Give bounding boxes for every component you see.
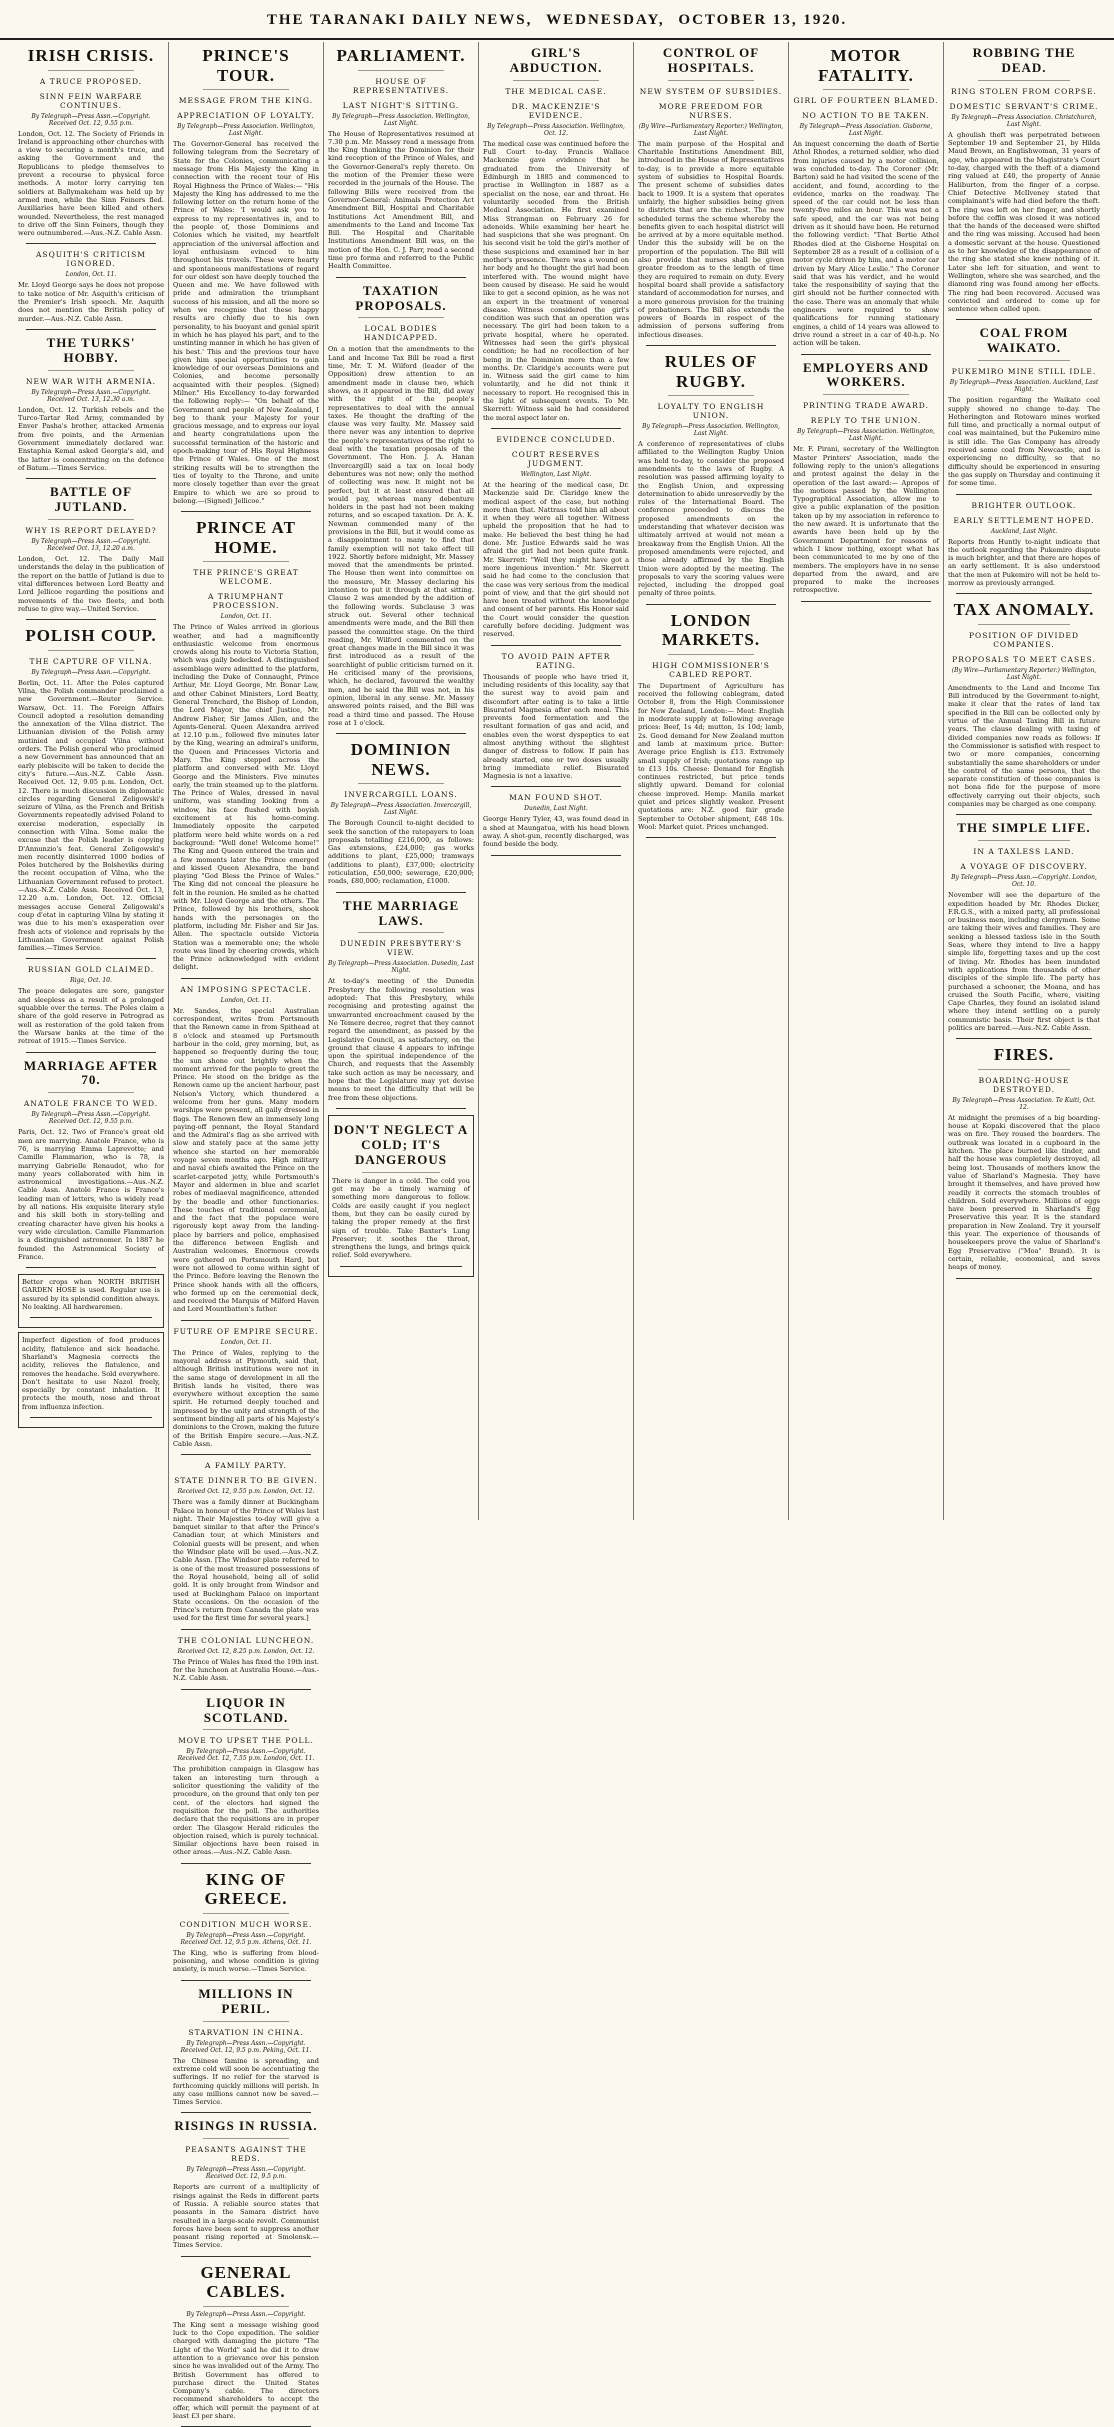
- article-dateline: By Telegraph—Press Assn.—Copyright. Received Oct. 13, 12.20 a.m.: [31, 538, 151, 553]
- divider: [203, 1913, 289, 1914]
- article: [793, 46, 939, 355]
- article-divider: [801, 354, 931, 355]
- article: [328, 46, 474, 278]
- article-deck: LAST NIGHT'S SITTING.: [342, 100, 460, 110]
- article-headline: IRISH CRISIS.: [27, 46, 155, 65]
- article-divider: [491, 428, 621, 429]
- article-headline: BATTLE OF JUTLAND.: [49, 484, 133, 515]
- article-body: There was a family dinner at Buckingham Palace in honour of the Prince of Wales last night. Their Majesties to-day will give a banquet similar to that after the Prince's Canadian tour, at which Ministers and Colonial guests will be present, and when the Windsor plate will be used.—Aus.-N.Z. Cable Assn. [The Windsor plate referred to is one of the most treasured possessions of the Royal household, being all of solid gold. It is only brought from Windsor and used at Buckingham Palace on important State occasions. On the occasion of the Prince's return from Canada the plate was used for the first time for several years.]: [173, 1498, 319, 1623]
- advertisement: [328, 1115, 474, 1277]
- article-subheading: NEW SYSTEM OF SUBSIDIES.: [639, 86, 783, 96]
- article-divider: [181, 1320, 311, 1321]
- article-subheading: HIGH COMMISSIONER'S CABLED REPORT.: [652, 660, 770, 679]
- article-headline: LIQUOR IN SCOTLAND.: [203, 1694, 289, 1725]
- article-divider: [956, 593, 1092, 594]
- article-headline: THE MARRIAGE LAWS.: [342, 897, 460, 928]
- article-headline: GENERAL CABLES.: [200, 2262, 292, 2302]
- article: [328, 740, 474, 892]
- article-dateline: Dunedin, Last Night.: [524, 805, 588, 813]
- article-divider: [26, 958, 156, 959]
- article: [328, 284, 474, 735]
- article-subheading: THE PRINCE'S GREAT WELCOME.: [193, 568, 299, 587]
- article-dateline: By Telegraph—Press Assn.—Copyright. Received Oct. 12, 9.5 p.m. Peking, Oct. 11.: [180, 2039, 312, 2054]
- divider: [978, 360, 1070, 361]
- article-dateline: (By Wire—Parliamentary Reporter.) Wellington, Last Night.: [951, 666, 1097, 681]
- article-subheading: POSITION OF DIVIDED COMPANIES.: [969, 630, 1079, 649]
- article-headline: PRINCE AT HOME.: [196, 518, 296, 557]
- article-body: Amendments to the Land and Income Tax Bill introduced by the Government to-night, make it clear that the rates of land tax specified in the Bill can be collected only by virtue of the Annual Taxing Bill in future years. The clause dealing with taxing of divided companies now reads as follows: If the Commissioner is satisfied with respect to two or more companies, concerning substantially the same shareholders or under the control of the same persons, that the separate constitution of those companies is not bona fide for the purpose of more effectively carrying out their objects, such companies may be charged as one company.: [948, 683, 1100, 809]
- article-headline: COAL FROM WAIKATO.: [979, 325, 1069, 356]
- article-subheading: WHY IS REPORT DELAYED?: [25, 526, 157, 536]
- article-subheading: MAN FOUND SHOT.: [509, 793, 603, 803]
- article: [173, 1636, 319, 1690]
- article-divider: [336, 1108, 466, 1109]
- article: [18, 1059, 164, 1269]
- article: [173, 1327, 319, 1456]
- article-subheading: PRINTING TRADE AWARD.: [803, 401, 929, 411]
- divider: [823, 89, 909, 90]
- article-deck: DOMESTIC SERVANT'S CRIME.: [949, 101, 1099, 111]
- advertisement: [18, 1274, 164, 1328]
- article-dateline: By Telegraph—Press Assn.—Copyright. Received Oct. 12, 7.55 p.m. London, Oct. 11.: [177, 1748, 315, 1763]
- article: [18, 250, 164, 329]
- article-subheading: NEW WAR WITH ARMENIA.: [25, 376, 157, 386]
- article-body: The peace delegates are sore, gangster and sleepless as a result of a prolonged squabble over the terms. The Poles claim a share of the gold reserve in Petrograd as well as restoration of the gold taken from the Warsaw banks at the time of the retreat of 1915.—Times Service.: [18, 987, 164, 1046]
- divider: [48, 370, 134, 371]
- divider: [978, 80, 1070, 81]
- article-divider: [956, 494, 1092, 495]
- article-body: An inquest concerning the death of Bertie Athol Rhodes, a returned soldier, who died from injuries caused by a motor collision, was concluded to-day. The Coroner (Mr. Barton) said he had visited the scene of the accident, and found, according to the evidence, marks on the roadway. The speed of the car could not be less than twenty-five miles an hour. This was not a safe speed, and the car was not being driven as it should have been. He returned the following verdict: "That Bertie Athol Rhodes died at the Gisborne Hospital on September 28 as a result of a collision of a motor cycle driven by him, and a motor car driven by Mary Alice Leslie." The Coroner said that was his verdict, and he would take the responsibility of saying that the girl should not be further connected with the case. There was an anomaly that while engineers were required to show qualifications for running stationary engines, a child of 14 years was allowed to drive round a street in a car of 40-h.p. No action will be taken.: [793, 140, 939, 348]
- article-headline: MOTOR FATALITY.: [818, 46, 914, 85]
- article-subheading: A FAMILY PARTY.: [205, 1461, 287, 1471]
- divider: [513, 80, 599, 81]
- column-5: [634, 42, 789, 1520]
- article-body: The medical case was continued before the Full Court to-day. Francis Wallace Mackenzie gave evidence that he graduated from the University of Edinburgh in 1885 and commenced to practise in Wellington in 1887 as a specialist on the nose, ear and throat. He voluntarily seceded from the British Medical Association. He first examined Miss Strangman on February 26 for adenoids. While examining her heart he had suspicions that she was pregnant. On his second visit he told the girl's mother of these suspicions and examined her in her mother's presence. There was a wound on her body and he thought the girl had been interfered with. The wound might have been caused by disease. He said he would like to get a second opinion, as he was not an expert in the treatment of venereal disease. Witness considered the girl's condition was such that an operation was necessary. The girl had been taken to a private hospital, where he operated. Witnesses had seen the girl's physical condition; he had no recollection of her being in the Dominion more than a few months. Dr. Claridge's accounts were put in. Witness said the girl came to him voluntarily, and he did not think it necessary to report. He recognised this in the light of subsequent events. To Mr. Skerrett: Witness said he had considered the moral aspect later on.: [483, 139, 629, 422]
- article-subheading: INVERCARGILL LOANS.: [344, 790, 458, 800]
- divider: [668, 80, 754, 81]
- article-divider: [491, 786, 621, 787]
- article-divider: [26, 243, 156, 244]
- article-subheading: BRIGHTER OUTLOOK.: [971, 500, 1077, 510]
- divider: [203, 2021, 289, 2022]
- article-headline: DON'T NEGLECT A COLD; IT'S DANGEROUS: [333, 1121, 469, 1167]
- article-dateline: London, Oct. 11.: [220, 1338, 272, 1346]
- article: [483, 46, 629, 429]
- issue-date: OCTOBER 13, 1920.: [678, 12, 848, 28]
- article-subheading: IN A TAXLESS LAND.: [973, 847, 1075, 857]
- article-deck: NO ACTION TO BE TAKEN.: [802, 111, 930, 121]
- article-deck: EARLY SETTLEMENT HOPED.: [953, 515, 1095, 525]
- article-subheading: THE MEDICAL CASE.: [505, 86, 607, 96]
- article: [18, 46, 164, 244]
- article-body: The position regarding the Waikato coal supply showed no change to-day. The Hetherington and Rotowaro mines worked full time, and practically a normal output of coal was maintained, but the Pukemiro mine is still idle. The Gas Company has already received some coal from Newcastle, and is experiencing no difficulty, so that no difficulty should be experienced in ensuring the gas supply on Thursday and continuing it for some time.: [948, 396, 1100, 488]
- divider: [978, 1069, 1070, 1070]
- article-divider: [26, 619, 156, 620]
- divider: [203, 2306, 289, 2307]
- article: [948, 501, 1100, 595]
- article-body: The Prince of Wales arrived in glorious weather, and had a magnificently enthusiastic welcome from enormous crowds along his route to Victoria Station, which was gaily bedecked. A distinguished assemblage were admitted to the platform, including the Duke of Connaught, Prince Arthur, Mr. Lloyd George, Mr. Bonar Law, and other Cabinet Ministers, Lord Beatty, General Trenchard, the Bishop of London, the Lord Mayor, the chief Justice, Mr. Andrew Fisher, Sir James Allen, and the Agents-General. Queen Alexandra arrived at 12.10 p.m., followed five minutes later by the King, wearing an admiral's uniform, the Queen and Princesses Victoria and Mary. The King stepped across the platform and conversed with Mr. Lloyd George and the Ministers. Five minutes early, the train steamed up to the platform. The Prince of Wales, dressed in naval uniform, was standing looking from a window, his face flushed with boyish excitement at his home-coming. Immediately opposite the carpeted platform were held white words on a red background: "Well done! Welcome home!" The King and Queen entered the train and a few moments later the Prince emerged and kissed Queen Alexandra, the band playing "God Bless the Prince of Wales." The King did not conceal the pleasure he felt in the reunion. He smiled as he chatted with Mr. Lloyd George and the others. The Prince, followed by his brothers, shook hands with the personages on the platform, including Mr. Fisher and Sir Jas. Allen. The spectacle outside Victoria Station was a memorable one; the whole route was lined by cheering crowds, which the Prince acknowledged with evident delight.: [173, 623, 319, 972]
- article-headline: CONTROL OF HOSPITALS.: [662, 45, 760, 75]
- article-body: Reports are current of a multiplicity of risings against the Reds in different parts of Russia. A reliable source states that peasants in the Samara district have resulted in a large-scale revolt. Communist forces have been sent to suppress another peasant rising reported at Smolensk.—Times Service.: [173, 2183, 319, 2250]
- article-deck: DR. MACKENZIE'S EVIDENCE.: [511, 101, 601, 120]
- article-dateline: By Telegraph—Press Association. Wellington, Oct. 12.: [487, 122, 625, 137]
- article-body: London, Oct. 12. Turkish rebels and the Turco-Tartar Red Army, commanded by Enver Pasha's brother, attacked Armenia from five points, and the Armenian Government immediately declared war. Enstaphia Kemal asked Georgia's aid, and the latter is concentrating on the defence of Batum.—Times Service.: [18, 405, 164, 472]
- column-2: [169, 42, 324, 2421]
- article: [173, 1870, 319, 1981]
- article-subheading: PEASANTS AGAINST THE REDS.: [185, 2145, 307, 2164]
- article-dateline: Auckland, Last Night.: [990, 527, 1058, 535]
- article: [483, 652, 629, 788]
- article-divider: [30, 1317, 152, 1318]
- article-deck: A VOYAGE OF DISCOVERY.: [960, 862, 1088, 872]
- article-deck: COURT RESERVES JUDGMENT.: [511, 449, 601, 468]
- article-body: The Prince of Wales has fixed the 19th inst. for the luncheon at Australia House.—Aus.-N.Z. Cable Assn.: [173, 1657, 319, 1683]
- article-body: The prohibition campaign in Glasgow has taken an interesting turn through a solicitor questioning the validity of the procedure, on the ground that only ten per cent. of the electors had signed the requisition for the poll. The authorities declare that the requisitions are in proper order. The Glasgow Herald ridicules the objection raised, which is purely technical. Similar objections have been raised in other areas.—Aus.-N.Z. Cable Assn.: [173, 1765, 319, 1857]
- divider: [48, 519, 134, 520]
- article-dateline: By Telegraph—Press Association. Gisborne, Last Night.: [799, 123, 933, 138]
- newspaper-columns: [14, 42, 1104, 2421]
- article-dateline: Wellington, Last Night.: [520, 470, 592, 478]
- divider: [358, 70, 444, 71]
- advertisement: [18, 1332, 164, 1428]
- article-divider: [181, 1454, 311, 1455]
- divider: [48, 650, 134, 651]
- article-dateline: London, Oct. 11.: [65, 271, 117, 279]
- article-dateline: By Telegraph—Press Association. Wellington, Last Night.: [332, 112, 470, 127]
- masthead-title: [0, 12, 1114, 29]
- article-subheading: RUSSIAN GOLD CLAIMED.: [27, 965, 155, 975]
- article: [328, 899, 474, 1109]
- article: [948, 46, 1100, 320]
- article-body: London, Oct. 12. The Society of Friends in Ireland is approaching other churches with a view to securing a month's truce, and asking the Government and the Republicans to pledge themselves to prevent a recourse to physical force methods. A motor lorry carrying ten soldiers at Ballymakeham was held up by armed men, while the Sinn Feiners fled. Auxiliaries have been killed and others wounded. Nevertheless, the rest managed to drive off the Sinn Feiners, though they were outnumbered.—Aus.-N.Z. Cable Assn.: [18, 129, 164, 238]
- article-deck: APPRECIATION OF LOYALTY.: [177, 111, 315, 121]
- article-divider: [181, 1629, 311, 1630]
- article-dateline: Received Oct. 12, 9.55 p.m. London, Oct. 12.: [177, 1488, 315, 1496]
- article-divider: [30, 1417, 152, 1418]
- article-headline: THE SIMPLE LIFE.: [957, 820, 1091, 836]
- article: [948, 1045, 1100, 1278]
- article-subheading: PUKEMIRO MINE STILL IDLE.: [951, 367, 1097, 377]
- article-headline: FIRES.: [993, 1045, 1055, 1065]
- article-subheading: TO AVOID PAIN AFTER EATING.: [501, 651, 611, 670]
- article-dateline: (By Wire—Parliamentary Reporter.) Wellington, Last Night.: [638, 122, 784, 137]
- article-headline: GIRL'S ABDUCTION.: [509, 45, 603, 75]
- column-4: [479, 42, 634, 1520]
- article-dateline: By Telegraph—Press Association. Wellington, Last Night.: [177, 123, 315, 138]
- article-divider: [336, 277, 466, 278]
- divider: [978, 624, 1070, 625]
- column-1: [14, 42, 169, 1520]
- article-headline: PARLIAMENT.: [336, 46, 466, 65]
- article-divider: [491, 855, 621, 856]
- article: [173, 1696, 319, 1864]
- article-body: The Prince of Wales, replying to the mayoral address at Plymouth, said that, although British institutions were not in the same stage of development in all the British lands he visited, there was everywhere without exception the same spirit. He returned deeply touched and impressed by the unity and strength of the sentiment binding all parts of his Majesty's dominions to the Crown, making the future of the British Empire secure.—Aus.-N.Z. Cable Assn.: [173, 1348, 319, 1448]
- article-subheading: EVIDENCE CONCLUDED.: [496, 434, 616, 444]
- article-deck: SINN FEIN WARFARE CONTINUES.: [39, 91, 143, 110]
- article-subheading: GIRL OF FOURTEEN BLAMED.: [793, 96, 939, 106]
- article-body: The King, who is suffering from blood-poisoning, and whose condition is giving anxiety, is much worse.—Times Service.: [173, 1948, 319, 1974]
- article-body: A conference of representatives of clubs affiliated to the Wellington Rugby Union was held to-day, to consider the proposed amendments to the laws of Rugby. A resolution was passed affirming loyalty to the English Union, and expressing determination to abide unreservedly by the rules of the International Board. The conference proceeded to discuss the proposed amendments on the understanding that whatever decision was ultimately arrived at would not mean a breakaway from the English Union. All the proposed amendments were rejected, and those already affirmed by the English Union were adopted by the meeting. The proposals to vary the scoring values were rejected, including the dropped goal penalty of three points.: [638, 440, 784, 598]
- article-subheading: RING STOLEN FROM CORPSE.: [951, 86, 1097, 96]
- article-divider: [181, 511, 311, 512]
- article-divider: [181, 978, 311, 979]
- article-subheading: ANATOLE FRANCE TO WED.: [23, 1099, 159, 1109]
- article-body: The Department of Agriculture has received the following cablegram, dated October 8, from the High Commissioner for New Zealand, London:— Meat: English in moderate supply at following average prices: Beef, 1s 4d; mutton, 1s 10d; lamb, 2s. Good demand for New Zealand mutton and lamb at maximum price. Butter: Average price English is £13. Extremely small supply of Irish; quotations range up to £13 10s. Cheese: Demand for English continues restricted, but price tends slightly upward. Demand for colonial cheese improved. Hemp: Manila market quiet and prices slightly weaker. Present quotations are: N.Z. good fair grade September to October shipment, £48 10s. Wool: Market quiet. Prices unchanged.: [638, 681, 784, 831]
- article: [483, 793, 629, 855]
- article-headline: EMPLOYERS AND WORKERS.: [802, 359, 930, 390]
- article: [18, 626, 164, 959]
- divider: [358, 932, 444, 933]
- article-body: Imperfect digestion of food produces acidity, flatulence and sick headache. Sharland's Magnesia corrects the acidity, relieves the flatulence, and removes the headache. Sold everywhere. Don't hesitate to use Nazol freely, especially by constant inhalation. It protects the mouth, nose and throat from influenza infection.: [22, 1336, 160, 1411]
- divider: [978, 840, 1070, 841]
- article-dateline: London, Oct. 11.: [220, 996, 272, 1004]
- article-divider: [26, 478, 156, 479]
- article-dateline: By Telegraph—Press Association. Invercargill, Last Night.: [330, 802, 472, 817]
- article-body: Berlin, Oct. 11. After the Poles captured Vilna, the Polish commander proclaimed a new Government.—Reuter Service. Warsaw, Oct. 11. The Foreign Affairs Council adopted a resolution demanding the annexation of the Vilna district. The Lithuanian division of the Polish army mutinied and occupied Vilna without orders. The Polish general who proclaimed a new Government has announced that an early plebiscite will be taken to decide the city's future.—Aus.-N.Z. Cable Assn. Received Oct. 12, 9.05 p.m. London, Oct. 12. There is much discussion in diplomatic circles regarding General Zeligowski's seizure of Vilna, as the French and British Governments repeatedly advised Poland to exercise moderation, especially in connection with Vilna. Some make the excuse that the Polish leader is copying D'Annunzio's feat. General Zeligowski's men recently disinterred 1000 bodies of Poles butchered by the Bolsheviks during the recent occupation of Vilna, who the Lithuanian Government refused to protect.—Aus.-N.Z. Cable Assn. Received Oct. 13, 12.20 a.m. London, Oct. 12. Official messages accuse General Zeligowski's coup d'etat in capturing Vilna by stating it was due to his men's exasperation over fresh acts of violence and reprisals by the Lithuanian Government against Polish families.—Times Service.: [18, 678, 164, 953]
- article-divider: [26, 1267, 156, 1268]
- article-divider: [956, 319, 1092, 320]
- article-headline: RISINGS IN RUSSIA.: [174, 2118, 318, 2134]
- article-divider: [646, 345, 776, 346]
- article-divider: [336, 892, 466, 893]
- article-subheading: FUTURE OF EMPIRE SECURE.: [173, 1326, 319, 1336]
- article-body: Better crops when NORTH BRITISH GARDEN HOSE is used. Regular use is assured by its splendid condition always. No leaking. All hardwaremen.: [22, 1278, 160, 1312]
- divider: [358, 783, 444, 784]
- article-headline: ROBBING THE DEAD.: [972, 45, 1076, 75]
- article-dateline: Received Oct. 12, 8.25 p.m. London, Oct. 12.: [177, 1647, 315, 1655]
- divider: [203, 1729, 289, 1730]
- article-deck: PROPOSALS TO MEET CASES.: [952, 654, 1096, 664]
- article-dateline: By Telegraph—Press Assn.—Copyright. London, Oct. 10.: [951, 874, 1097, 889]
- article-subheading: MESSAGE FROM THE KING.: [178, 96, 314, 106]
- article-dateline: By Telegraph—Press Association. Wellington, Last Night.: [797, 428, 935, 443]
- article-divider: [956, 1038, 1092, 1039]
- article-headline: LONDON MARKETS.: [661, 610, 761, 650]
- divider: [358, 317, 444, 318]
- article: [483, 435, 629, 646]
- article-dateline: By Telegraph—Press Association. Te Kuiti, Oct. 12.: [952, 1096, 1096, 1111]
- article-divider: [181, 2256, 311, 2257]
- article: [793, 361, 939, 602]
- weekday: WEDNESDAY,: [546, 12, 665, 28]
- article-divider: [956, 814, 1092, 815]
- article-deck: MORE FREEDOM FOR NURSES.: [658, 101, 764, 120]
- article-dateline: By Telegraph—Press Assn.—Copyright. Received Oct. 12, 9.5 p.m.: [186, 2166, 306, 2181]
- article-subheading: STARVATION IN CHINA.: [188, 2027, 304, 2037]
- article: [173, 2263, 319, 2427]
- article-subheading: BOARDING-HOUSE DESTROYED.: [978, 1075, 1070, 1094]
- article: [173, 518, 319, 979]
- paper-name: THE TARANAKI DAILY NEWS,: [266, 12, 533, 28]
- article: [173, 2119, 319, 2256]
- article-body: The Chinese famine is spreading, and extreme cold will soon be accentuating the sufferings. If no relief for the starved is forthcoming quickly millions will perish. In any case millions cannot now be saved.—Times Service.: [173, 2056, 319, 2107]
- article-divider: [646, 604, 776, 605]
- article-body: Thousands of people who have tried it, including residents of this locality, say that the surest way to avoid pain and discomfort after eating is to take a little Bisurated Magnesia after each meal. This prevents food fermentation and the resultant formation of gas and acid, and enables even the worst dyspeptics to eat almost anything without the slightest danger of distress to follow. If pain has already started, one or two doses usually bring immediate relief. Bisurated Magnesia is not a laxative.: [483, 672, 629, 781]
- article-body: The House of Representatives resumed at 7.30 p.m. Mr. Massey read a message from the King thanking the Dominion for their kind reception of the Prince of Wales, and the Governor-General's reply thereto. On the motion of the Premier these were recorded in the journals of the House. The following Bills were received from the Governor-General: Animals Protection Act Amendment Bill, Hospital and Charitable Institutions Act Amendment Bill, and amendments to the Land and Income Tax Bill. The Hospital and Charitable Institutions Amendment Bill was, on the motion of the Hon. C. J. Parr, read a second time pro forma and referred to the Public Health Committee.: [328, 129, 474, 271]
- article-dateline: By Telegraph—Press Association. Dunedin, Last Night.: [328, 960, 474, 975]
- article-dateline: By Telegraph—Press Assn.—Copyright. Received Oct. 12, 9.5 p.m. Athens, Oct. 11.: [180, 1931, 312, 1946]
- article-body: George Henry Tyler, 43, was found dead in a shed at Maungatua, with his head blown away. A shot-gun, recently discharged, was found beside the body.: [483, 815, 629, 849]
- article-divider: [181, 1689, 311, 1690]
- article-subheading: AN IMPOSING SPECTACLE.: [180, 984, 312, 994]
- masthead: [0, 0, 1114, 40]
- column-6: [789, 42, 944, 1520]
- article: [638, 611, 784, 838]
- article-headline: MARRIAGE AFTER 70.: [23, 1057, 159, 1088]
- article-body: The main purpose of the Hospital and Charitable Institutions Amendment Bill, introduced in the House of Representatives to-day, is to provide a more equitable system of subsidies to Hospital Boards. The present scheme of subsidies dates back to 1909. It is a system that operates unfairly, the higher subsidies being given to districts that are the richest. The new scheduled terms the scheme whereby the benefits given to each hospital district will be arrived at by a more equitable method. Under this the subsidy will be on the proportion of the population. The Bill will also provide that nurses shall be given greater freedom as to the length of time they are required to remain on duty. Every hospital board shall provide a satisfactory standard of accommodation for nurses, and a more generous provision for the training of probationers. The Bill also extends the powers of Boards in respect of the admission of persons suffering from infectious diseases.: [638, 139, 784, 339]
- divider: [668, 654, 754, 655]
- article-divider: [181, 2112, 311, 2113]
- divider: [362, 1172, 440, 1173]
- article-deck: REPLY TO THE UNION.: [810, 416, 922, 426]
- article-body: Mr. Sandes, the special Australian correspondent, writes from Portsmouth that the Renown came in from Spithead at 8 o'clock and steamed up Portsmouth harbour in the cold, grey morning, but, as happened so frequently during the tour, the sun shone out brightly when the moment arrived for the people to greet the Prince. He stood on the bridge as the Renown came up the ancient harbour, past Nelson's Victory, which thundered a welcome from her guns. Many modern warships were present, all gaily dressed in flags. The Renown flew an immensely long paying-off pennant, the Royal Standard and the Admiral's flag as she arrived with slow and stately pace at the same jetty whence she started on her memorable voyage seven months ago. High military and naval chiefs awaited the Prince on the scarlet-carpeted jetty, while Portsmouth's Mayor and aldermen in blue and scarlet robes of mediaeval magnificence, attended by the beadle and other functionaries. These touches of traditional ceremonial, and the fact that the populace were rigorously kept away from the landing-place by barriers and police, emphasised the difference between English and Australian welcomes. Enormous crowds were gathered on Portsmouth Hard, but were not allowed to come within sight of the Prince. Before leaving the Renown the Prince shook hands with all the officers, who formed up on the ceremonial deck, and received the Marquis of Milford Haven and Lord Mountbatten's father.: [173, 1006, 319, 1314]
- article-body: There is danger in a cold. The cold you get may be a timely warning of something more dangerous to follow. Colds are easily caught if you neglect them, but they can be easily cured by taking the proper remedy at the first sign of trouble. Take Baxter's Lung Preserver; it soothes the throat, strengthens the lungs, and brings quick relief. Sold everywhere.: [332, 1176, 470, 1260]
- article-divider: [491, 645, 621, 646]
- article-headline: TAX ANOMALY.: [953, 600, 1095, 620]
- article-subheading: HOUSE OF REPRESENTATIVES.: [352, 76, 450, 95]
- article-body: On a motion that the amendments to the Land and Income Tax Bill be read a first time, Mr. T. M. Wilford (leader of the Opposition) drew attention to an amendment made in clause two, which shows, as it appeared in the Bill, did away with the right of the people's representatives to deal with the annual taxes. He thought the drafting of the clause was very faulty. Mr. Massey said there never was any intention to deprive the people's representatives of the right to deal with the taxation proposals of the Government. The Hon. J. A. Hanan (Invercargill) said a tax on local body debentures was not new; only the method of collecting was new. It might not be perfect, but it at least ensured that all would pay, whereas many debenture holders in the past had not been making returns, and so escaped taxation. Dr. A. K. Newman commended many of the provisions in the Bill, but it would come as a disappointment to many to find that family exemption will not take effect till 1922. Shortly before midnight, Mr. Massey moved that the amendments be printed. The House then went into committee on the measure, Mr. Massey declaring his intention to put it through at that sitting. Clause 2 was amended by the addition of the following words. Subclause 3 was struck out. Several other technical amendments were made, and the Bill then passed the committee stage. On the third reading, Mr. Wilford commented on the great changes made in the Bill since it was first introduced as a result of the searchlight of public criticism turned on it. He criticised many of the provisions, which, he declared, favoured the wealthy men, and he said the Bill was not, in his opinion, liberal in any sense. Mr. Massey answered points raised, and the Bill was read a third time and passed. The House rose at 1 o'clock.: [328, 345, 474, 727]
- article-headline: TAXATION PROPOSALS.: [355, 282, 447, 313]
- divider: [668, 395, 754, 396]
- article-dateline: By Telegraph—Press Assn.—Copyright. Received Oct. 12, 9.55 p.m.: [31, 1111, 151, 1126]
- article-deck: STATE DINNER TO BE GIVEN.: [174, 1476, 318, 1486]
- article-divider: [801, 601, 931, 602]
- article: [948, 326, 1100, 494]
- article-dateline: By Telegraph—Press Assn.—Copyright.: [186, 2310, 306, 2318]
- column-7: [944, 42, 1104, 1520]
- article-subheading: CONDITION MUCH WORSE.: [179, 1919, 313, 1929]
- article-subheading: ASQUITH'S CRITICISM IGNORED.: [36, 250, 146, 269]
- article-deck: A TRIUMPHANT PROCESSION.: [208, 592, 284, 611]
- article-headline: RULES OF RUGBY.: [664, 352, 758, 391]
- article-subheading: MOVE TO UPSET THE POLL.: [178, 1736, 314, 1746]
- article-body: At the hearing of the medical case, Dr. Mackenzie said Dr. Claridge knew the medical aspect of the case, but nothing more than that. Nattrass told him all about it when they were all together. Witness upheld the proposition that he had to make. He believed the best thing he had done. Mr. Justice Edwards said he was afraid the girl had not been quite frank. Mr. Skerrett: "Well they might have got a more ingenious invention." Mr. Skerrett said he had come to the conclusion that the case was very serious from the medical point of view, and that the girl should not have been treated without the knowledge and consent of her parents. His Honor said the Court would consider the question carefully before deciding. Judgment was reserved.: [483, 480, 629, 639]
- article-subheading: DUNEDIN PRESBYTERY'S VIEW.: [340, 939, 462, 958]
- article: [173, 1461, 319, 1629]
- article-body: The King sent a message wishing good luck to the Cope expedition. The soldier charged with damaging the picture "The Light of the World" said he did it to draw attention to a grievance over his pension since he was invalided out of the Army. The British Government has offered to purchase direct the United States Company's cable. The directors recommend shareholders to accept the offer, which will permit the payment of at least £3 per share.: [173, 2320, 319, 2421]
- article-dateline: By Telegraph—Press Assn.—Copyright.: [31, 668, 151, 676]
- article-headline: DOMINION NEWS.: [350, 740, 452, 779]
- article: [173, 985, 319, 1321]
- article: [638, 46, 784, 346]
- article-divider: [340, 1266, 462, 1267]
- article-subheading: THE COLONIAL LUNCHEON.: [177, 1635, 315, 1645]
- article: [18, 336, 164, 479]
- article-divider: [26, 1052, 156, 1053]
- article: [948, 821, 1100, 1039]
- article-headline: THE TURKS' HOBBY.: [46, 334, 136, 365]
- article-body: Mr. Lloyd George says he does not propose to take notice of Mr. Asquith's criticism of the Premier's Irish speech. Mr. Asquith does not mention the British policy of murder.—Aus.-N.Z. Cable Assn.: [18, 281, 164, 323]
- article-body: Mr. F. Pirani, secretary of the Wellington Master Printers' Association, made the following reply to the union's allegations and protest against the delay in the operation of the last award:— Apropos of the motions passed by the Wellington Typographical Association, allow me to give a public explanation of the position taken up by my association in reference to the new award. It is unfortunate that the awards have been held up by the Government Department for reasons of which I know nothing, except what has been communicated to me by one of the members. The employers have in no sense departed from the award, and are prepared to make the increases retrospective.: [793, 445, 939, 595]
- article-divider: [26, 329, 156, 330]
- article: [18, 965, 164, 1052]
- article: [173, 1987, 319, 2114]
- article-body: At to-day's meeting of the Dunedin Presbytery the following resolution was adopted: That this Presbytery, while recognising and protesting against the unwarranted encroachment caused by the Ne Temere decree, regret that they cannot regard the amendment, as passed by the Legislative Council, as satisfactory, on the ground that clause 4 appears to infringe upon the spiritual independence of the Church, and requests that the Assembly take such action as may be necessary, and hope that the Legislature may yet devise means to meet the difficulty that will be free from these objections.: [328, 977, 474, 1102]
- article: [173, 46, 319, 512]
- article-body: Paris, Oct. 12. Two of France's great old men are marrying. Anatole France, who is 76, is marrying Emma Laprevotte; and Camille Flammarion, who is 78, is marrying Gabrielle Renaudot, who for many years collaborated with him in astronomical investigations.—Aus.-N.Z. Cable Assn. Anatole France is France's leading man of letters, who is widely read by all nations. His exquisite literary style and his skill both in story-telling and creating character have given his books a very wide circulation. Camille Flammarion is a distinguished astronomer. In 1887 he founded the Astronomical Society of France.: [18, 1128, 164, 1261]
- article-dateline: By Telegraph—Press Association. Auckland, Last Night.: [949, 379, 1099, 394]
- divider: [203, 89, 289, 90]
- article-subheading: LOCAL BODIES HANDICAPPED.: [363, 324, 439, 343]
- divider: [48, 70, 134, 71]
- article-headline: POLISH COUP.: [25, 626, 157, 646]
- article-dateline: London, Oct. 11.: [220, 613, 272, 621]
- article-body: The Governor-General has received the following telegram from the Secretary of State for the Colonies, communicating a message from His Majesty the King in connection with the recent tour of His Royal Highness the Prince of Wales:— "His Majesty the King has addressed to me the following letter on the return home of the Prince of Wales: 'I would ask you to express to my representatives in, and to the people of, those Dominions and Colonies which he visited, my heartfelt appreciation of the universal affection and loyal enthusiasm evinced to him throughout his travels. These were hearty and spontaneous manifestations of regard for our oldest son have deeply touched the Queen and me. We have followed with pride and admiration the triumphant success of his mission, and all the more so when we recognise that these happy results are chiefly due to his own personality, to his buoyant and genial spirit in which he has played his part, and to the unstinting manner in which he has given of his best.' This and the previous tour have given him special opportunities to gain knowledge of our overseas Dominions and Colonies, and become personally acquainted with their peoples. (Signed) Milner." His Excellency to-day forwarded the following reply:— "On behalf of the Government and people of New Zealand, I beg to thank your Majesty for your gracious message, and to express our loyal and hearty congratulations upon the successful termination of the historic and epoch-making tour of His Royal Highness the Prince of Wales. One of the most striking results will be to strengthen the ties of loyalty to the Throne, and unite more closely together than ever the great Empire to which we are so proud to belong.—(Signed) Jellicoe.": [173, 140, 319, 505]
- article-subheading: LOYALTY TO ENGLISH UNION.: [657, 402, 765, 421]
- article-divider: [336, 733, 466, 734]
- article: [18, 485, 164, 620]
- article-body: Reports from Huntly to-night indicate that the outlook regarding the Pukemiro dispute is much brighter, and that there are hopes of an early settlement. It is also understood that the men at Pukemiro will not be held to-morrow as previously arranged.: [948, 537, 1100, 588]
- article-dateline: By Telegraph—Press Association. Christchurch, Last Night.: [951, 113, 1097, 128]
- article-headline: PRINCE'S TOUR.: [202, 46, 290, 85]
- divider: [203, 2138, 289, 2139]
- article: [948, 600, 1100, 815]
- article-body: London, Oct. 12. The Daily Mail understands the delay in the publication of the report on the battle of Jutland is due to vital differences between Lord Beatty and Lord Jellicoe regarding the positions and movements of the two fleets, and both refuse to give way.—United Service.: [18, 555, 164, 613]
- article-dateline: By Telegraph—Press Association. Wellington, Last Night.: [642, 423, 780, 438]
- article-body: A ghoulish theft was perpetrated between September 19 and September 21, by Hilda Maud Brown, an Englishwoman, 31 years of age, who appeared in the Magistrate's Court to-day, charged with the theft of a diamond ring valued at £40, the property of Annie Haliburton, from the finger of a corpse. Chief Detective McIlveney stated that complainant's wife had died before the theft. The ring was left on her finger, and shortly before the coffin was closed it was noticed that the hands of the deceased were shifted and the ring was missing. Accused had been a domestic servant at the house. Questioned as to her knowledge of the disappearance of the ring she stated she knew nothing of it. Later she left for situation, and went to Wellington, where she was searched, and the diamond ring was found among her effects. The ring had been recovered. Accused was convicted and ordered to come up for sentence when called upon.: [948, 130, 1100, 314]
- divider: [48, 1092, 134, 1093]
- column-3: [324, 42, 479, 1520]
- article-headline: MILLIONS IN PERIL.: [198, 1985, 294, 2016]
- article-dateline: By Telegraph—Press Assn.—Copyright. Received Oct. 12, 9.55 p.m.: [31, 112, 151, 127]
- article-dateline: Riga, Oct. 10.: [70, 977, 112, 985]
- article: [638, 352, 784, 605]
- article-body: The Borough Council to-night decided to seek the sanction of the ratepayers to loan proposals totalling £216,000, as follows: Gas extensions, £24,000; gas works additions to plant, £25,000; tramways (additions to plant), £37,000; electricity reticulation, £50,000; sewerage, £20,000; roads, £80,000; reclamation, £1000.: [328, 819, 474, 886]
- article-divider: [646, 837, 776, 838]
- article-subheading: A TRUCE PROPOSED.: [39, 76, 143, 86]
- article-headline: KING OF GREECE.: [204, 1869, 288, 1909]
- article-divider: [181, 1980, 311, 1981]
- divider: [203, 561, 289, 562]
- article-divider: [956, 1278, 1092, 1279]
- article-body: November will see the departure of the expedition headed by Mr. Rhodes Dicker, F.R.G.S., with a mixed party, all professional or business men, including clergymen. Some are taking their wives and families. They are seeking a blessed taxless isle in the South Seas, where they intend to live a happy simple life, forgetting taxes and up the cost of living. Mr. Rhodes has been inundated with applications from thousands of other disciples of the simple life. The party has purchased a schooner, the Moana, and has cruised the South Pacific, where, visiting Cape Charles, they found an isolated island where they intend settling on a purely communistic basis. Their first object is that politics are barred.—Aus.-N.Z. Cable Assn.: [948, 891, 1100, 1033]
- article-divider: [181, 1863, 311, 1864]
- article-dateline: By Telegraph—Press Assn.—Copyright. Received Oct. 13, 12.30 a.m.: [31, 388, 151, 403]
- article-body: At midnight the premises of a big boarding-house at Kopaki discovered that the place was on fire. They roused the boarders. The outbreak was located in a cupboard in the kitchen. The place burned like tinder, and half the house was completely destroyed, all being lost. Thousands of mothers know the value of Sharland's Magnesia. They have brought it themselves, and have proved how readily it corrects the stomach troubles of children. Sold everywhere. Millions of eggs have been preserved in Sharland's Egg Preservative this year. It is the standard preparation in New Zealand. Try it yourself this year. The experience of thousands of housekeepers prove the value of Sharland's Egg Preservative ("Moa" Brand). It is certain, reliable, economical, and saves heaps of money.: [948, 1113, 1100, 1272]
- article-subheading: THE CAPTURE OF VILNA.: [29, 656, 153, 666]
- divider: [823, 394, 909, 395]
